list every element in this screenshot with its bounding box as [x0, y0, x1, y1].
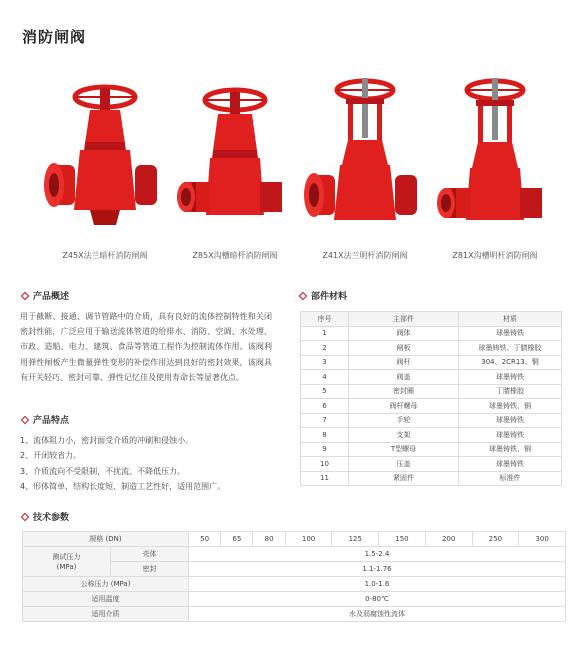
overview-heading	[22, 289, 69, 302]
parts-row	[301, 384, 562, 399]
parts-cell: 球墨铸铁	[459, 326, 562, 341]
features-list	[20, 433, 225, 495]
parts-cell: 304、2CR13、铜	[459, 355, 562, 370]
diamond-bullet-icon	[21, 512, 29, 520]
parts-cell: 2	[301, 341, 349, 356]
shell-label: 壳体	[111, 547, 189, 562]
size-cell: 125	[332, 532, 379, 547]
features-heading	[22, 413, 69, 426]
parts-cell: 球墨铸铁	[459, 413, 562, 428]
parts-heading	[300, 289, 347, 302]
grooved-gate-valve-os-y-image	[430, 70, 560, 245]
parts-cell: 密封圈	[349, 384, 459, 399]
product-label: Z45X法兰暗杆消防闸阀	[62, 251, 148, 260]
page-title: 消防闸阀	[22, 28, 87, 46]
parts-cell: 手轮	[349, 413, 459, 428]
parts-cell: 阀体	[349, 326, 459, 341]
parts-cell: 4	[301, 370, 349, 385]
feature-item: 2、开闭较省力。	[20, 451, 82, 461]
parts-row	[301, 326, 562, 341]
size-row	[23, 532, 566, 547]
flanged-gate-valve-os-y-image	[300, 70, 430, 245]
parts-cell: 球墨铸铁	[459, 457, 562, 472]
parts-cell: 阀杆螺母	[349, 399, 459, 414]
parts-row	[301, 341, 562, 356]
parts-cell: 球墨铸铁	[459, 428, 562, 443]
features-heading-text: 产品特点	[33, 416, 70, 426]
feature-item: 1、流体阻力小，密封面受介质的冲刷和侵蚀小。	[20, 436, 194, 445]
parts-cell: 球墨铸铁、丁腈橡胶	[459, 341, 562, 356]
parts-cell: 球墨铸铁、铜	[459, 399, 562, 414]
nominal-row	[23, 577, 566, 592]
medium-value: 水及弱腐蚀性流体	[189, 607, 566, 622]
product-gallery	[40, 70, 560, 270]
product-label: Z85X沟槽暗杆消防闸阀	[192, 251, 278, 260]
parts-cell: 11	[301, 471, 349, 486]
parts-cell: 阀杆	[349, 355, 459, 370]
parts-cell: 10	[301, 457, 349, 472]
parts-row	[301, 471, 562, 486]
size-label: 规格 (DN)	[23, 532, 189, 547]
overview-text: 用于截断、接通、调节管路中的介质，具有良好的流体控制特性和关闭密封性能，广泛应用于输送流体管道的给排水、消防、空调、水处理、市政、造船、电力、建筑、食品等管道工程作为控制流体作用。该阀利用弹性闸板产生微量弹性变形的补偿作用达到良好的密封效果，该阀具有开关轻巧、密封可靠、弹性记忆佳及使用寿命长等显著优点。	[20, 312, 272, 382]
seal-value: 1.1-1.76	[189, 562, 566, 577]
parts-row	[301, 428, 562, 443]
tech-params-table	[22, 531, 566, 622]
diamond-bullet-icon	[21, 291, 29, 299]
medium-row	[23, 607, 566, 622]
size-cell: 65	[221, 532, 253, 547]
parts-cell: 支架	[349, 428, 459, 443]
parts-cell: 7	[301, 413, 349, 428]
parts-cell: 标准件	[459, 471, 562, 486]
medium-label: 适用介质	[23, 607, 189, 622]
seal-label: 密封	[111, 562, 189, 577]
feature-item: 3、介质流向不受限制，不扰流、不降低压力。	[20, 466, 186, 476]
parts-cell: 球墨铸铁	[459, 370, 562, 385]
parts-cell: T型螺母	[349, 442, 459, 457]
column-header: 材质	[459, 312, 562, 327]
size-cell: 250	[472, 532, 519, 547]
parts-cell: 压盖	[349, 457, 459, 472]
diamond-bullet-icon	[299, 291, 307, 299]
flanged-gate-valve-nrs-image	[40, 70, 170, 245]
temp-label: 适用温度	[23, 592, 189, 607]
size-cell: 300	[519, 532, 566, 547]
parts-heading-text: 部件材料	[311, 292, 348, 302]
parts-cell: 5	[301, 384, 349, 399]
parts-row	[301, 370, 562, 385]
size-cell: 200	[425, 532, 472, 547]
grooved-gate-valve-nrs-image	[170, 70, 300, 245]
parts-cell: 3	[301, 355, 349, 370]
size-cell: 50	[189, 532, 221, 547]
shell-value: 1.5-2.4	[189, 547, 566, 562]
product-item	[40, 70, 170, 270]
product-item	[300, 70, 430, 270]
nominal-value: 1.0-1.6	[189, 577, 566, 592]
parts-cell: 阀盖	[349, 370, 459, 385]
shell-row	[23, 547, 566, 562]
product-item	[170, 70, 300, 270]
size-cell: 150	[379, 532, 426, 547]
parts-cell: 9	[301, 442, 349, 457]
size-cell: 80	[253, 532, 285, 547]
column-header: 主部件	[349, 312, 459, 327]
test-pressure-label: 测试压力 (MPa)	[23, 547, 111, 577]
parts-row	[301, 355, 562, 370]
parts-cell: 1	[301, 326, 349, 341]
feature-item: 4、形体简单，结构长度短、制造工艺性好，适用范围广。	[20, 482, 226, 492]
temp-row	[23, 592, 566, 607]
parts-cell: 球墨铸铁、铜	[459, 442, 562, 457]
parts-row	[301, 442, 562, 457]
tech-heading	[22, 510, 69, 523]
product-label: Z81X沟槽明杆消防闸阀	[452, 251, 538, 260]
overview-heading-text: 产品概述	[33, 292, 70, 302]
parts-row	[301, 399, 562, 414]
parts-cell: 闸板	[349, 341, 459, 356]
diamond-bullet-icon	[21, 415, 29, 423]
parts-cell: 8	[301, 428, 349, 443]
temp-value: 0-80℃	[189, 592, 566, 607]
nominal-label: 公称压力 (MPa)	[23, 577, 189, 592]
size-cell: 100	[285, 532, 332, 547]
parts-row	[301, 413, 562, 428]
parts-body	[301, 326, 562, 486]
parts-cell: 丁腈橡胶	[459, 384, 562, 399]
tech-heading-text: 技术参数	[33, 513, 70, 523]
parts-table	[300, 311, 562, 486]
parts-cell: 紧固件	[349, 471, 459, 486]
parts-header-row	[301, 312, 562, 327]
parts-cell: 6	[301, 399, 349, 414]
parts-row	[301, 457, 562, 472]
product-label: Z41X法兰明杆消防闸阀	[322, 251, 408, 260]
product-item	[430, 70, 560, 270]
column-header: 序号	[301, 312, 349, 327]
